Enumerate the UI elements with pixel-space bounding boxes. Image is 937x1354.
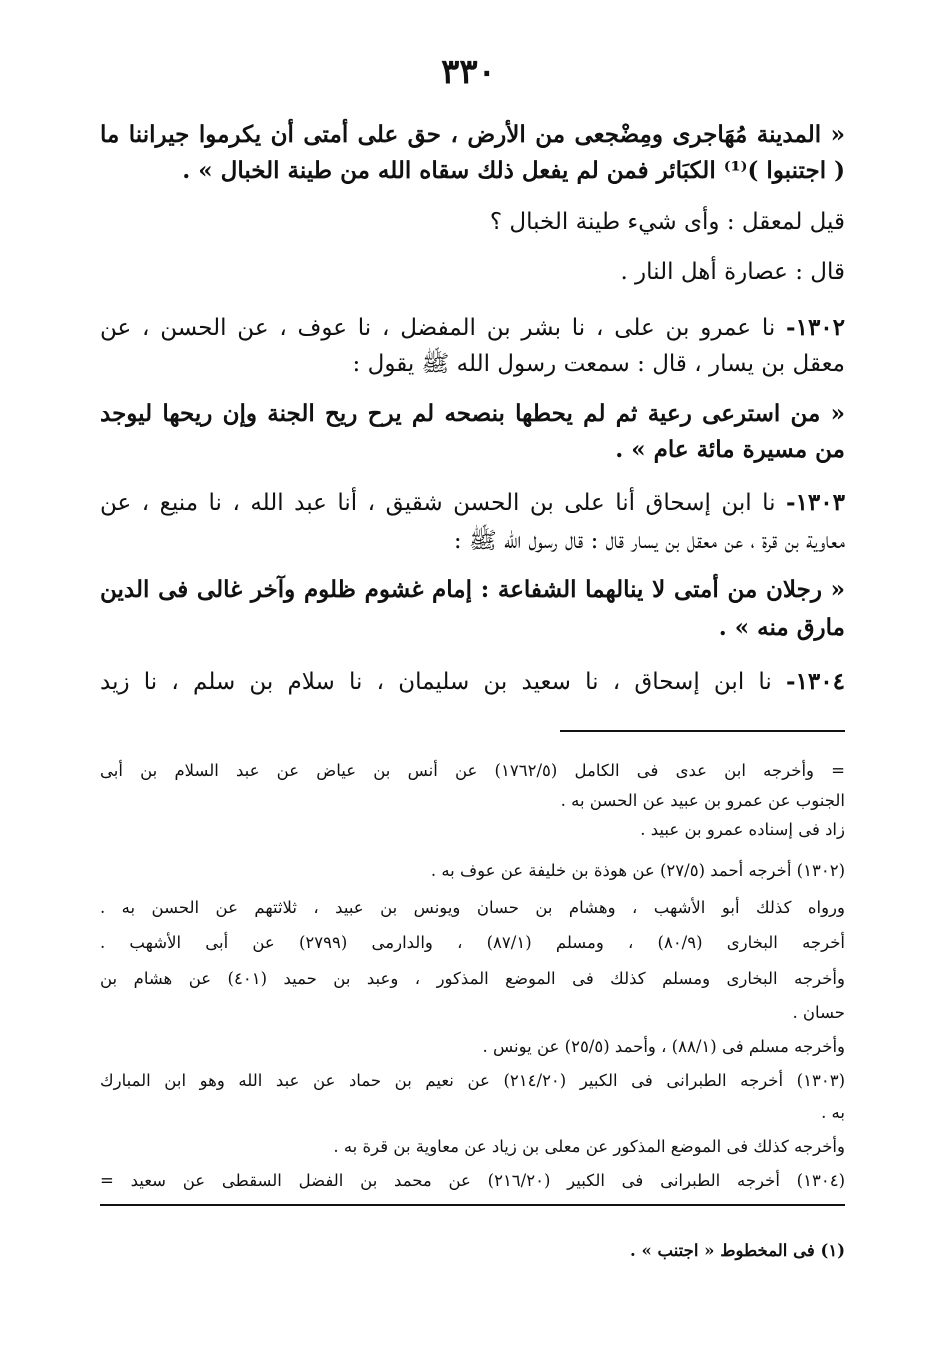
note-line: الجنوب عن عمرو بن عبيد عن الحسن به . bbox=[560, 791, 845, 810]
isnad-line: معقل بن يسار ، قال : سمعت رسول الله ﷺ يقول : bbox=[352, 351, 845, 377]
hadith-text-line: « من استرعى رعية ثم لم يحطها بنصحه لم يرح ريح الجنة وإن ريحها ليوجد bbox=[100, 400, 845, 427]
note-line: = وأخرجه ابن عدى فى الكامل (١٧٦٢/٥) عن أنس بن عياض عن عبد السلام بن أبى bbox=[100, 761, 845, 780]
note-line: زاد فى إسناده عمرو بن عبيد . bbox=[640, 820, 845, 839]
hadith-number: ١٣٠٣- bbox=[786, 489, 845, 516]
hadith-number: ١٣٠٢- bbox=[786, 314, 845, 341]
hadith-text-line: مارق منه » . bbox=[718, 614, 845, 641]
note-line: (١٣٠٣) أخرجه الطبرانى فى الكبير (٢١٤/٢٠) عن نعيم بن حماد عن عبد الله وهو ابن المبارك bbox=[100, 1071, 845, 1090]
notes-divider bbox=[560, 730, 845, 732]
isnad-line-1303 bbox=[100, 486, 845, 520]
hadith-text-line: « المدينة مُهَاجرى ومِضْجعى من الأرض ، حق على أمتى أن يكرموا جيراننا ما bbox=[100, 121, 845, 148]
note-line: (١٣٠٤) أخرجه الطبرانى فى الكبير (٢١٦/٢٠) عن محمد بن الفضل السقطى عن سعيد = bbox=[100, 1171, 845, 1190]
note-line: ورواه كذلك أبو الأشهب ، وهشام بن حسان ويونس بن عبيد ، ثلاثتهم عن الحسن به . bbox=[100, 898, 845, 917]
note-line: وأخرجه كذلك فى الموضع المذكور عن معلى بن زياد عن معاوية بن قرة به . bbox=[333, 1137, 845, 1156]
note-line: به . bbox=[821, 1103, 845, 1122]
text-line: قال : عصارة أهل النار . bbox=[620, 259, 845, 285]
text-line: قيل لمعقل : وأى شيء طينة الخبال ؟ bbox=[489, 209, 845, 235]
footnote: (١) فى المخطوط « اجتنب » . bbox=[629, 1241, 845, 1260]
footnote-divider bbox=[100, 1204, 845, 1206]
note-line: أخرجه البخارى (٨٠/٩) ، ومسلم (٨٧/١) ، والدارمى (٢٧٩٩) عن أبى الأشهب . bbox=[100, 933, 845, 952]
note-line: (١٣٠٢) أخرجه أحمد (٢٧/٥) عن هوذة بن خليفة عن عوف به . bbox=[430, 861, 845, 880]
hadith-text-line: « رجلان من أمتى لا ينالهما الشفاعة : إمام غشوم ظلوم وآخر غالى فى الدين bbox=[100, 576, 845, 603]
isnad-text: نا ابن إسحاق أنا على بن الحسن شقيق ، أنا عبد الله ، نا منيع ، عن bbox=[100, 490, 776, 516]
note-line: وأخرجه مسلم فى (٨٨/١) ، وأحمد (٢٥/٥) عن يونس . bbox=[482, 1037, 845, 1056]
hadith-number: ١٣٠٤- bbox=[786, 668, 845, 695]
isnad-text: نا عمرو بن على ، نا بشر بن المفضل ، نا عوف ، عن الحسن ، عن bbox=[100, 315, 776, 341]
isnad-line-1304 bbox=[100, 665, 845, 699]
note-line: حسان . bbox=[792, 1003, 845, 1022]
page-number: ٣٣٠ bbox=[441, 52, 496, 92]
hadith-text-line: من مسيرة مائة عام » . bbox=[615, 436, 845, 463]
isnad-line-1302 bbox=[100, 311, 845, 345]
hadith-text-line: ( اجتنبوا )⁽¹⁾ الكبَائر فمن لم يفعل ذلك سقاه الله من طينة الخبال » . bbox=[182, 157, 845, 184]
isnad-text: نا ابن إسحاق ، نا سعيد بن سليمان ، نا سلام بن سلم ، نا زيد bbox=[100, 669, 772, 695]
isnad-line: معاوية بن قرة ، عن معقل بن يسار قال : قال رسول الله ﷺ : bbox=[453, 528, 845, 554]
note-line: وأخرجه البخارى ومسلم كذلك فى الموضع المذكور ، وعبد بن حميد (٤٠١) عن هشام بن bbox=[100, 969, 845, 988]
